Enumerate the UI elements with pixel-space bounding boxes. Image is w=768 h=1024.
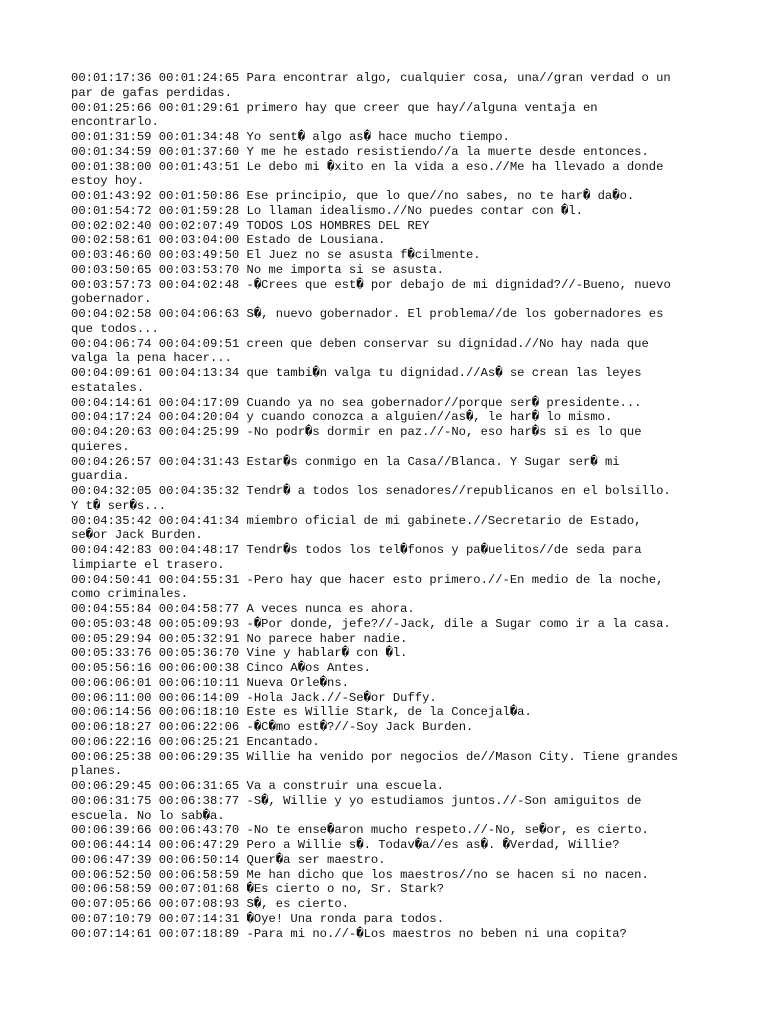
text-line: 00:04:55:84 00:04:58:77 A veces nunca es ahora.	[71, 602, 415, 616]
text-line: 00:04:26:57 00:04:31:43 Estar�s conmigo en la Casa//Blanca. Y Sugar ser� mi	[71, 454, 620, 469]
text-line: 00:04:06:74 00:04:09:51 creen que deben conservar su dignidad.//No hay nada que	[71, 336, 649, 351]
text-line: 00:01:17:36 00:01:24:65 Para encontrar algo, cualquier cosa, una//gran verdad o un	[71, 71, 671, 85]
text-line: 00:06:14:56 00:06:18:10 Este es Willie Stark, de la Concejal�a.	[71, 705, 532, 720]
subtitle-document	[71, 71, 701, 941]
text-line: encontrarlo.	[71, 115, 159, 130]
text-line: 00:05:03:48 00:05:09:93 -�Por donde, jefe?//-Jack, dile a Sugar como ir a la casa.	[71, 616, 671, 631]
text-line: 00:07:05:66 00:07:08:93 S�, es cierto.	[71, 897, 349, 911]
text-line: 00:06:06:01 00:06:10:11 Nueva Orle�ns.	[71, 675, 349, 690]
text-line: 00:06:18:27 00:06:22:06 -�C�mo est�?//-Soy Jack Burden.	[71, 720, 474, 734]
text-line: 00:03:57:73 00:04:02:48 -�Crees que est� por debajo de mi dignidad?//-Bueno, nuevo	[71, 277, 671, 292]
text-line: 00:06:52:50 00:06:58:59 Me han dicho que los maestros//no se hacen si no nacen.	[71, 867, 649, 882]
text-line: quieres.	[71, 439, 130, 454]
text-line: valga la pena hacer...	[71, 351, 232, 366]
text-line: 00:01:31:59 00:01:34:48 Yo sent� algo as� hace mucho tiempo.	[71, 130, 510, 144]
text-line: 00:01:34:59 00:01:37:60 Y me he estado resistiendo//a la muerte desde entonces.	[71, 144, 649, 159]
text-line: 00:06:22:16 00:06:25:21 Encantado.	[71, 734, 320, 749]
text-line: 00:05:56:16 00:06:00:38 Cinco A�os Antes.	[71, 661, 371, 675]
text-line: 00:02:58:61 00:03:04:00 Estado de Lousiana.	[71, 233, 386, 248]
text-line: gobernador.	[71, 292, 152, 307]
text-line: 00:07:14:61 00:07:18:89 -Para mi no.//-�Los maestros no beben ni una copita?	[71, 926, 627, 941]
text-line: 00:04:35:42 00:04:41:34 miembro oficial de mi gabinete.//Secretario de Estado,	[71, 513, 642, 528]
text-line: 00:01:38:00 00:01:43:51 Le debo mi �xito en la vida a eso.//Me ha llevado a donde	[71, 159, 664, 174]
text-line: 00:01:25:66 00:01:29:61 primero hay que creer que hay//alguna ventaja en	[71, 100, 598, 115]
text-line: Y t� ser�s...	[71, 498, 167, 513]
text-line: 00:04:02:58 00:04:06:63 S�, nuevo gobernador. El problema//de los gobernadores es	[71, 307, 664, 321]
text-line: 00:04:09:61 00:04:13:34 que tambi�n valga tu dignidad.//As� se crean las leyes	[71, 366, 642, 380]
text-line: 00:06:47:39 00:06:50:14 Quer�a ser maestro.	[71, 852, 386, 867]
text-line: 00:03:50:65 00:03:53:70 No me importa si se asusta.	[71, 262, 444, 277]
text-line: estoy hoy.	[71, 174, 145, 189]
text-line: 00:06:29:45 00:06:31:65 Va a construir una escuela.	[71, 779, 444, 793]
text-line: planes.	[71, 764, 123, 779]
text-line: 00:01:54:72 00:01:59:28 Lo llaman idealismo.//No puedes contar con �l.	[71, 203, 583, 218]
text-line: 00:04:50:41 00:04:55:31 -Pero hay que hacer esto primero.//-En medio de la noche,	[71, 572, 664, 587]
text-line: 00:05:29:94 00:05:32:91 No parece haber nadie.	[71, 631, 408, 646]
text-line: 00:06:44:14 00:06:47:29 Pero a Willie s�. Todav�a//es as�. �Verdad, Willie?	[71, 838, 620, 852]
text-line: 00:01:43:92 00:01:50:86 Ese principio, que lo que//no sabes, no te har� da�o.	[71, 189, 635, 203]
text-line: 00:06:58:59 00:07:01:68 �Es cierto o no, Sr. Stark?	[71, 882, 445, 897]
text-line: limpiarte el trasero.	[71, 557, 225, 572]
text-line: 00:03:46:60 00:03:49:50 El Juez no se asusta f�cilmente.	[71, 248, 481, 262]
text-line: escuela. No lo sab�a.	[71, 808, 225, 823]
text-line: par de gafas perdidas.	[71, 85, 232, 100]
text-line: estatales.	[71, 380, 145, 395]
text-line: 00:06:31:75 00:06:38:77 -S�, Willie y yo estudiamos juntos.//-Son amiguitos de	[71, 793, 642, 808]
text-line: 00:04:20:63 00:04:25:99 -No podr�s dormir en paz.//-No, eso har�s si es lo que	[71, 425, 642, 439]
text-line: 00:06:25:38 00:06:29:35 Willie ha venido por negocios de//Mason City. Tiene grandes	[71, 749, 679, 764]
text-line: 00:05:33:76 00:05:36:70 Vine y hablar� con �l.	[71, 646, 408, 661]
text-line: guardia.	[71, 469, 130, 484]
text-line: 00:04:42:83 00:04:48:17 Tendr�s todos los tel�fonos y pa�uelitos//de seda para	[71, 543, 642, 557]
text-line: que todos...	[71, 321, 159, 336]
text-line: 00:04:32:05 00:04:35:32 Tendr� a todos los senadores//republicanos en el bolsillo.	[71, 484, 671, 498]
text-line: 00:06:39:66 00:06:43:70 -No te ense�aron mucho respeto.//-No, se�or, es cierto.	[71, 823, 649, 838]
text-line: 00:04:17:24 00:04:20:04 y cuando conozca a alguien//as�, le har� lo mismo.	[71, 410, 613, 425]
text-line: 00:04:14:61 00:04:17:09 Cuando ya no sea gobernador//porque ser� presidente...	[71, 395, 642, 410]
text-line: 00:02:02:40 00:02:07:49 TODOS LOS HOMBRES DEL REY	[71, 218, 430, 233]
text-line: 00:06:11:00 00:06:14:09 -Hola Jack.//-Se�or Duffy.	[71, 690, 437, 705]
text-line: como criminales.	[71, 587, 189, 602]
text-line: 00:07:10:79 00:07:14:31 �Oye! Una ronda para todos.	[71, 911, 445, 926]
text-line: se�or Jack Burden.	[71, 528, 203, 543]
